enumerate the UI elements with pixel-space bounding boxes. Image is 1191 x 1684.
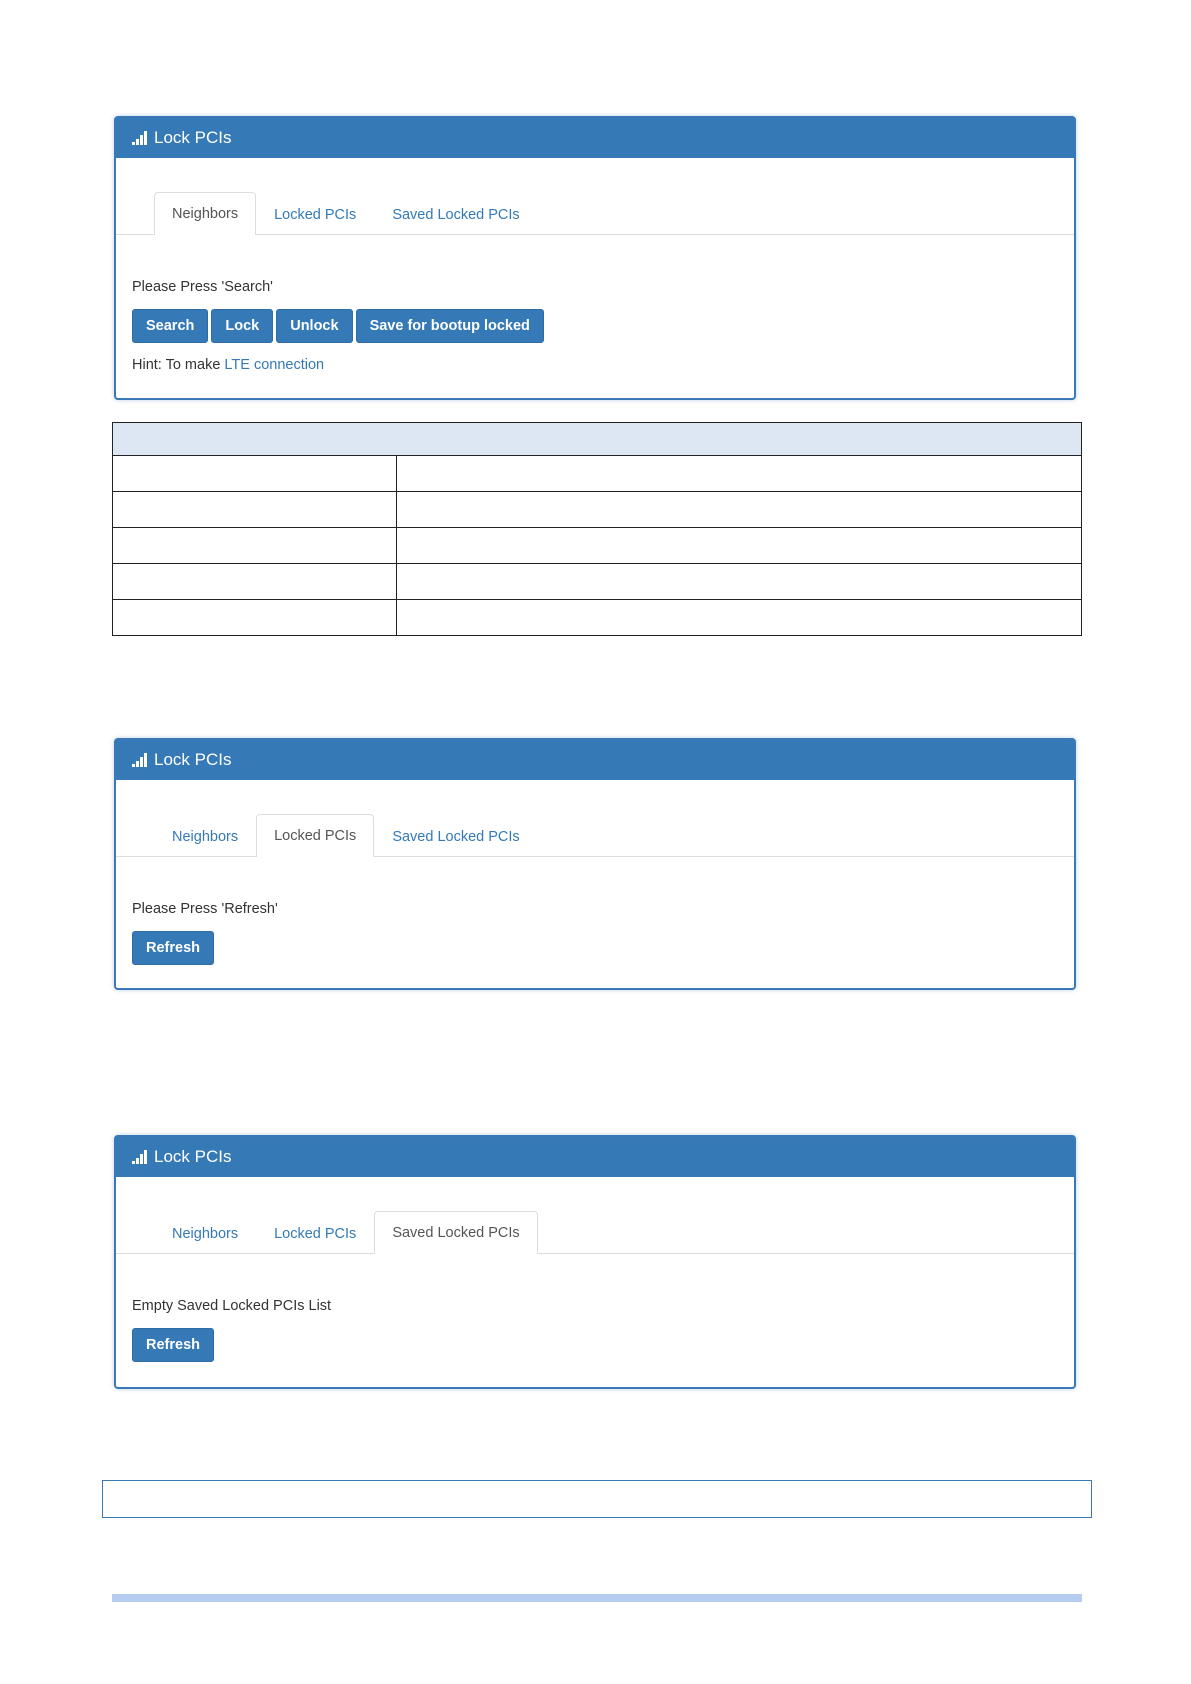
table-cell — [397, 492, 1082, 528]
table-cell — [397, 456, 1082, 492]
panel-title: Lock PCIs — [154, 128, 232, 147]
lock-pcis-panel-locked — [114, 738, 1076, 990]
hint-text — [132, 357, 1058, 375]
panel-heading — [116, 1137, 1074, 1177]
tab-bar — [116, 192, 1074, 235]
table-cell — [113, 492, 397, 528]
table-row — [113, 492, 1082, 528]
button-row — [132, 931, 1058, 965]
table-row — [113, 600, 1082, 636]
table-row — [113, 528, 1082, 564]
lte-connection-link[interactable]: LTE connection — [224, 357, 325, 373]
tab-saved-locked-pcis[interactable]: Saved Locked PCIs — [392, 207, 520, 223]
status-message: Empty Saved Locked PCIs List — [132, 1298, 332, 1314]
table-cell — [397, 564, 1082, 600]
tab-neighbors[interactable]: Neighbors — [172, 829, 239, 845]
table-header-row — [113, 423, 1082, 456]
panel-title: Lock PCIs — [154, 750, 232, 769]
table-cell — [397, 528, 1082, 564]
save-for-bootup-locked-button[interactable]: Save for bootup locked — [356, 309, 544, 343]
table-row — [113, 456, 1082, 492]
tab-saved-locked-pcis[interactable]: Saved Locked PCIs — [392, 829, 520, 845]
tab-bar — [116, 814, 1074, 857]
panel-body — [116, 1298, 1074, 1362]
empty-table — [112, 422, 1082, 636]
panel-heading — [116, 740, 1074, 780]
tab-locked-pcis[interactable]: Locked PCIs — [256, 814, 374, 857]
search-button[interactable]: Search — [132, 309, 208, 343]
note-box — [102, 1480, 1092, 1518]
status-message: Please Press 'Refresh' — [132, 901, 278, 917]
lock-button[interactable]: Lock — [211, 309, 273, 343]
button-row — [132, 309, 1058, 343]
table-header-cell — [113, 423, 1082, 456]
table-cell — [113, 600, 397, 636]
table-row — [113, 564, 1082, 600]
table-cell — [113, 528, 397, 564]
signal-bars-icon — [132, 753, 148, 767]
tab-locked-pcis[interactable]: Locked PCIs — [274, 1226, 357, 1242]
tab-locked-pcis[interactable]: Locked PCIs — [274, 207, 357, 223]
lock-pcis-panel-neighbors — [114, 116, 1076, 400]
tab-bar — [116, 1211, 1074, 1254]
hint-prefix: Hint: To make — [132, 357, 225, 373]
panel-heading — [116, 118, 1074, 158]
refresh-button[interactable]: Refresh — [132, 1328, 214, 1362]
table-cell — [397, 600, 1082, 636]
panel-body — [116, 901, 1074, 965]
table-cell — [113, 456, 397, 492]
panel-title: Lock PCIs — [154, 1147, 232, 1166]
tab-neighbors[interactable]: Neighbors — [172, 1226, 239, 1242]
tab-saved-locked-pcis[interactable]: Saved Locked PCIs — [374, 1211, 537, 1254]
status-message: Please Press 'Search' — [132, 279, 273, 295]
signal-bars-icon — [132, 131, 148, 145]
lock-pcis-panel-saved — [114, 1135, 1076, 1389]
panel-body — [116, 279, 1074, 375]
unlock-button[interactable]: Unlock — [276, 309, 352, 343]
table-cell — [113, 564, 397, 600]
refresh-button[interactable]: Refresh — [132, 931, 214, 965]
button-row — [132, 1328, 1058, 1362]
footer-bar — [112, 1594, 1082, 1602]
tab-neighbors[interactable]: Neighbors — [154, 192, 256, 235]
signal-bars-icon — [132, 1150, 148, 1164]
